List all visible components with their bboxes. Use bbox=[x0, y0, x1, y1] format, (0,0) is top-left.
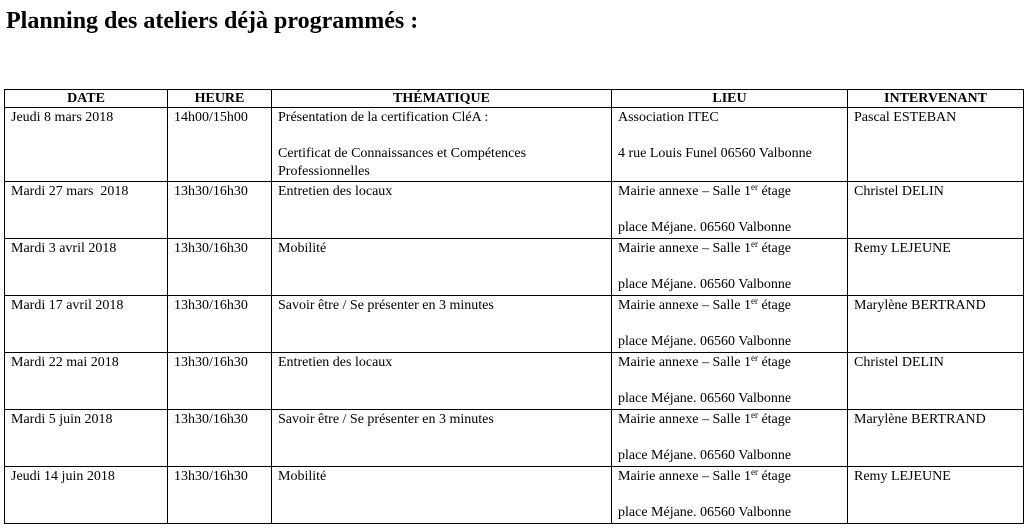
table-header-row bbox=[5, 90, 1024, 108]
thematique-cell bbox=[272, 467, 612, 524]
thematique-line1: Présentation de la certification CléA : bbox=[278, 110, 489, 125]
heure-cell bbox=[168, 296, 272, 353]
lieu-cell bbox=[612, 182, 848, 239]
intervenant-cell bbox=[848, 108, 1024, 182]
heure-cell bbox=[168, 182, 272, 239]
date-cell bbox=[5, 467, 168, 524]
lieu-line1: Association ITEC bbox=[618, 110, 719, 125]
intervenant-cell bbox=[848, 410, 1024, 467]
date-cell bbox=[5, 182, 168, 239]
lieu-cell bbox=[612, 108, 848, 182]
lieu-line1: Mairie annexe – Salle 1er étage bbox=[618, 182, 791, 199]
table-row bbox=[5, 353, 1024, 410]
table-row bbox=[5, 108, 1024, 182]
lieu-cell bbox=[612, 296, 848, 353]
heure-cell bbox=[168, 467, 272, 524]
lieu-line1: Mairie annexe – Salle 1er étage bbox=[618, 353, 791, 370]
heure-text: 14h00/15h00 bbox=[174, 110, 248, 125]
intervenant-text: Remy LEJEUNE bbox=[854, 241, 951, 256]
date-text: Jeudi 14 juin 2018 bbox=[11, 469, 115, 484]
lieu-line2: place Méjane. 06560 Valbonne bbox=[618, 391, 792, 406]
heure-cell bbox=[168, 239, 272, 296]
thematique-text: Savoir être / Se présenter en 3 minutes bbox=[278, 298, 494, 313]
lieu-line1: Mairie annexe – Salle 1er étage bbox=[618, 410, 791, 427]
heure-cell bbox=[168, 410, 272, 467]
lieu-line1: Mairie annexe – Salle 1er étage bbox=[618, 467, 791, 484]
table-row bbox=[5, 239, 1024, 296]
date-text: Mardi 5 juin 2018 bbox=[11, 412, 113, 427]
thematique-text: Savoir être / Se présenter en 3 minutes bbox=[278, 412, 494, 427]
thematique-cell bbox=[272, 410, 612, 467]
date-cell bbox=[5, 108, 168, 182]
lieu-line2: 4 rue Louis Funel 06560 Valbonne bbox=[618, 146, 812, 161]
intervenant-cell bbox=[848, 353, 1024, 410]
date-text: Mardi 27 mars 2018 bbox=[11, 184, 129, 199]
heure-text: 13h30/16h30 bbox=[174, 298, 248, 313]
date-text: Mardi 22 mai 2018 bbox=[11, 355, 119, 370]
lieu-cell bbox=[612, 410, 848, 467]
lieu-cell bbox=[612, 467, 848, 524]
intervenant-cell bbox=[848, 296, 1024, 353]
heure-text: 13h30/16h30 bbox=[174, 241, 248, 256]
lieu-line2: place Méjane. 06560 Valbonne bbox=[618, 220, 792, 235]
lieu-line1: Mairie annexe – Salle 1er étage bbox=[618, 239, 791, 256]
column-header-date: DATE bbox=[5, 90, 168, 108]
column-header-intervenant: INTERVENANT bbox=[848, 90, 1024, 108]
intervenant-text: Christel DELIN bbox=[854, 355, 944, 370]
thematique-text: Mobilité bbox=[278, 241, 327, 256]
table-row bbox=[5, 182, 1024, 239]
heure-text: 13h30/16h30 bbox=[174, 469, 248, 484]
heure-text: 13h30/16h30 bbox=[174, 184, 248, 199]
date-cell bbox=[5, 296, 168, 353]
column-header-thematique: THÉMATIQUE bbox=[272, 90, 612, 108]
intervenant-text: Marylène BERTRAND bbox=[854, 298, 986, 313]
heure-text: 13h30/16h30 bbox=[174, 412, 248, 427]
thematique-text: Entretien des locaux bbox=[278, 184, 393, 199]
lieu-line2: place Méjane. 06560 Valbonne bbox=[618, 334, 792, 349]
date-cell bbox=[5, 353, 168, 410]
intervenant-text: Remy LEJEUNE bbox=[854, 469, 951, 484]
heure-cell bbox=[168, 108, 272, 182]
intervenant-text: Pascal ESTEBAN bbox=[854, 110, 957, 125]
thematique-text: Mobilité bbox=[278, 469, 327, 484]
thematique-cell bbox=[272, 108, 612, 182]
lieu-line2: place Méjane. 06560 Valbonne bbox=[618, 505, 792, 520]
intervenant-cell bbox=[848, 239, 1024, 296]
lieu-line1: Mairie annexe – Salle 1er étage bbox=[618, 296, 791, 313]
table-row bbox=[5, 467, 1024, 524]
intervenant-text: Marylène BERTRAND bbox=[854, 412, 986, 427]
lieu-cell bbox=[612, 239, 848, 296]
intervenant-text: Christel DELIN bbox=[854, 184, 944, 199]
date-text: Jeudi 8 mars 2018 bbox=[11, 110, 114, 125]
table-row bbox=[5, 410, 1024, 467]
planning-table bbox=[4, 89, 1024, 524]
intervenant-cell bbox=[848, 182, 1024, 239]
date-text: Mardi 3 avril 2018 bbox=[11, 241, 117, 256]
page-title: Planning des ateliers déjà programmés : bbox=[6, 8, 419, 34]
thematique-cell bbox=[272, 239, 612, 296]
lieu-line2: place Méjane. 06560 Valbonne bbox=[618, 277, 792, 292]
date-cell bbox=[5, 410, 168, 467]
lieu-line2: place Méjane. 06560 Valbonne bbox=[618, 448, 792, 463]
thematique-text: Entretien des locaux bbox=[278, 355, 393, 370]
date-text: Mardi 17 avril 2018 bbox=[11, 298, 124, 313]
column-header-lieu: LIEU bbox=[612, 90, 848, 108]
lieu-cell bbox=[612, 353, 848, 410]
heure-cell bbox=[168, 353, 272, 410]
table-row bbox=[5, 296, 1024, 353]
thematique-cell bbox=[272, 353, 612, 410]
thematique-line2: Certificat de Connaissances et Compétences Professionnelles bbox=[278, 146, 527, 179]
heure-text: 13h30/16h30 bbox=[174, 355, 248, 370]
intervenant-cell bbox=[848, 467, 1024, 524]
thematique-cell bbox=[272, 182, 612, 239]
column-header-heure: HEURE bbox=[168, 90, 272, 108]
thematique-cell bbox=[272, 296, 612, 353]
date-cell bbox=[5, 239, 168, 296]
